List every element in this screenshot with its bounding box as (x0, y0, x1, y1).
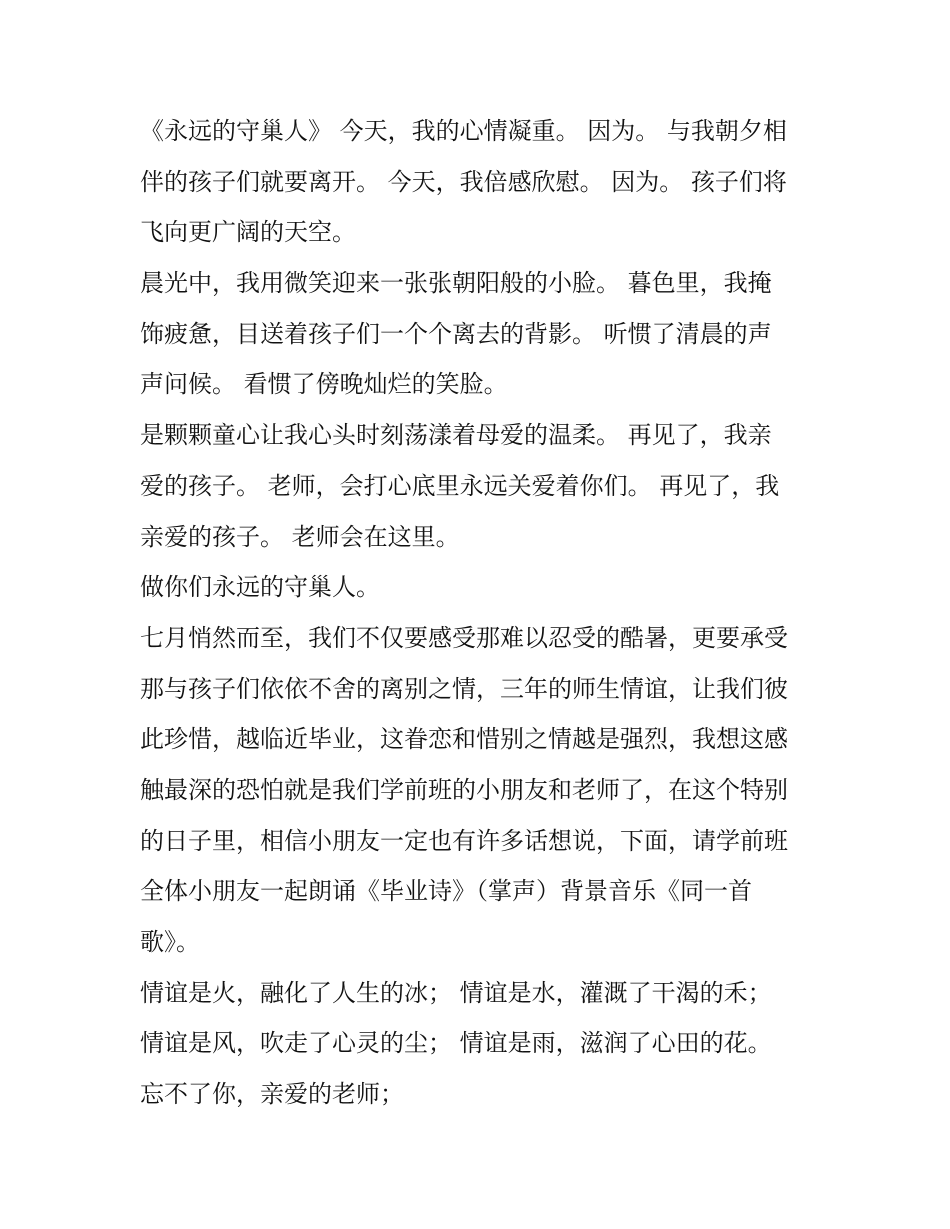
text-line: 爱的孩子。 老师，会打心底里永远关爱着你们。 再见了，我 (140, 471, 780, 500)
text-line: 饰疲惫，目送着孩子们一个个离去的背影。 听惯了清晨的声 (140, 319, 772, 348)
text-line: 伴的孩子们就要离开。 今天，我倍感欣慰。 因为。 孩子们将 (140, 167, 787, 196)
text-line: 晨光中，我用微笑迎来一张张朝阳般的小脸。 暮色里，我掩 (140, 269, 772, 298)
text-line: 情谊是风，吹走了心灵的尘； 情谊是雨，滋润了心田的花。 (140, 1029, 772, 1058)
document-body (140, 106, 820, 1120)
text-line: 歌》。 (140, 928, 200, 956)
text-line: 《永远的守巢人》 今天，我的心情凝重。 因为。 与我朝夕相 (140, 117, 787, 145)
text-line: 此珍惜，越临近毕业，这眷恋和惜别之情越是强烈，我想这感 (140, 725, 788, 754)
text-line: 触最深的恐怕就是我们学前班的小朋友和老师了，在这个特别 (140, 775, 788, 804)
text-line: 做你们永远的守巢人。 (140, 573, 380, 602)
text-line: 全体小朋友一起朗诵《毕业诗》（掌声）背景音乐《同一首 (140, 877, 752, 906)
text-line: 七月悄然而至，我们不仅要感受那难以忍受的酷暑，更要承受 (140, 623, 788, 652)
text-line: 是颗颗童心让我心头时刻荡漾着母爱的温柔。 再见了，我亲 (140, 421, 772, 450)
text-line: 飞向更广阔的天空。 (140, 218, 356, 247)
text-line: 情谊是火，融化了人生的冰； 情谊是水，灌溉了干渴的禾； (140, 978, 772, 1007)
text-line: 忘不了你，亲爱的老师； (140, 1080, 404, 1109)
text-line: 那与孩子们依依不舍的离别之情，三年的师生情谊，让我们彼 (140, 674, 788, 703)
text-line: 亲爱的孩子。 老师会在这里。 (140, 522, 460, 551)
text-line: 声问候。 看惯了傍晚灿烂的笑脸。 (140, 370, 508, 399)
text-line: 的日子里，相信小朋友一定也有许多话想说，下面，请学前班 (140, 826, 788, 855)
